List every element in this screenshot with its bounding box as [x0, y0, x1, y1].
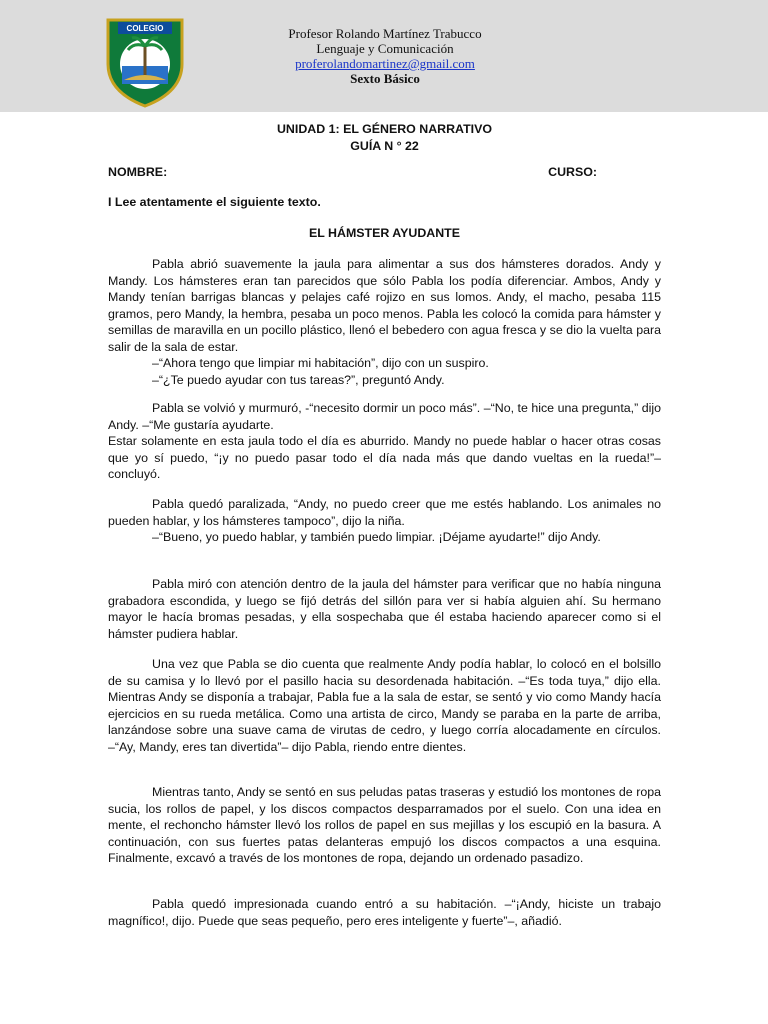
paragraph: Estar solamente en esta jaula todo el día es aburrido. Mandy no puede hablar o hacer otras cosas que yo sí puedo, “¡y no puedo pasar todo el día nada más que dando vueltas en la rueda!”– concluyó.	[108, 434, 661, 481]
paragraph: –“¿Te puedo ayudar con tus tareas?”, preguntó Andy.	[152, 372, 445, 387]
course-label: CURSO:	[548, 165, 597, 179]
paragraph: Pabla quedó impresionada cuando entró a su habitación. –“¡Andy, hiciste un trabajo magnífico!, dijo. Puede que seas pequeño, pero eres inteligente y fuerte”–, añadió.	[108, 897, 661, 928]
teacher-name: Profesor Rolando Martínez Trabucco	[288, 26, 482, 41]
grade-level: Sexto Básico	[350, 71, 420, 86]
student-info-row	[108, 164, 661, 181]
paragraph: Pabla se volvió y murmuró, -“necesito dormir un poco más”. –“No, te hice una pregunta,” dijo Andy. –“Me gustaría ayudarte.	[108, 401, 661, 432]
paragraph: –“Ahora tengo que limpiar mi habitación”, dijo con un suspiro.	[152, 356, 489, 370]
guide-number: GUÍA N ° 22	[350, 138, 419, 153]
paragraph: Pabla abrió suavemente la jaula para alimentar a sus dos hámsteres dorados. Andy y Mandy. Los hámsteres eran tan parecidos que sólo Pabla los podía diferenciar. Ambos, Andy y Mandy tenían barrigas blancas y pelajes café rojizo en sus lomos. Andy, el macho, pesaba 115 gramos, pero Mandy, la hembra, pesaba un poco menos. Pabla les colocó la comida para hámster y semillas de maravilla en un pocillo plástico, llenó el bebedero con agua fresca y se dio la vuelta para salir de la sala de estar.	[108, 257, 661, 354]
paragraph: Pabla miró con atención dentro de la jaula del hámster para verificar que no había ninguna grabadora escondida, y luego se fijó detrás del sillón para ver si había alguien ahí. Su hermano mayor le hacía bromas pesadas, y ella sospechaba que él estaba haciendo aparecer como si el hámster pudiera hablar.	[108, 577, 661, 641]
story-text	[108, 256, 661, 388]
unit-title: UNIDAD 1: EL GÉNERO NARRATIVO	[276, 122, 492, 136]
svg-text:COLEGIO: COLEGIO	[126, 24, 164, 33]
school-crest-logo	[104, 14, 186, 108]
instruction-text: I Lee atentamente el siguiente texto.	[108, 195, 321, 209]
paragraph: Pabla quedó paralizada, “Andy, no puedo creer que me estés hablando. Los animales no pueden hablar, y los hámsteres tampoco”, dijo la niña.	[108, 497, 661, 528]
paragraph: Una vez que Pabla se dio cuenta que realmente Andy podía hablar, lo colocó en el bolsillo de su camisa y lo llevó por el pasillo hacia su desordenada habitación. –“Es toda tuya,” dijo ella. Mientras Andy se disponía a trabajar, Pabla fue a la sala de estar, se sentó y vio como Mandy hacía ejercicios en su rueda metálica. Como una artista de circo, Mandy se paraba en la parte de arriba, lanzándose sobre una suave cama de virutas de cedro, y luego corría alocadamente en círculos. –“Ay, Mandy, eres tan divertida”– dijo Pabla, riendo entre dientes.	[108, 657, 661, 754]
paragraph: –“Bueno, yo puedo hablar, y también puedo limpiar. ¡Déjame ayudarte!” dijo Andy.	[152, 530, 601, 544]
teacher-email-link[interactable]: proferolandomartinez@gmail.com	[295, 56, 475, 71]
name-label: NOMBRE:	[108, 165, 168, 179]
subject-name: Lenguaje y Comunicación	[316, 41, 454, 56]
paragraph: Mientras tanto, Andy se sentó en sus peludas patas traseras y estudió los montones de ropa sucia, los rollos de papel, y los discos compactos desparramados por el suelo. Con una idea en mente, el rechoncho hámster llevó los rollos de papel en sus mejillas y los escupió en la basura. A continuación, con sus fuertes patas delanteras empujó los discos compactos a una esquina. Finalmente, excavó a través de los montones de ropa, dejando un ordenado pasadizo.	[108, 785, 661, 865]
page-header	[0, 0, 768, 112]
teacher-info	[240, 26, 530, 86]
story-title: EL HÁMSTER AYUDANTE	[309, 226, 460, 240]
